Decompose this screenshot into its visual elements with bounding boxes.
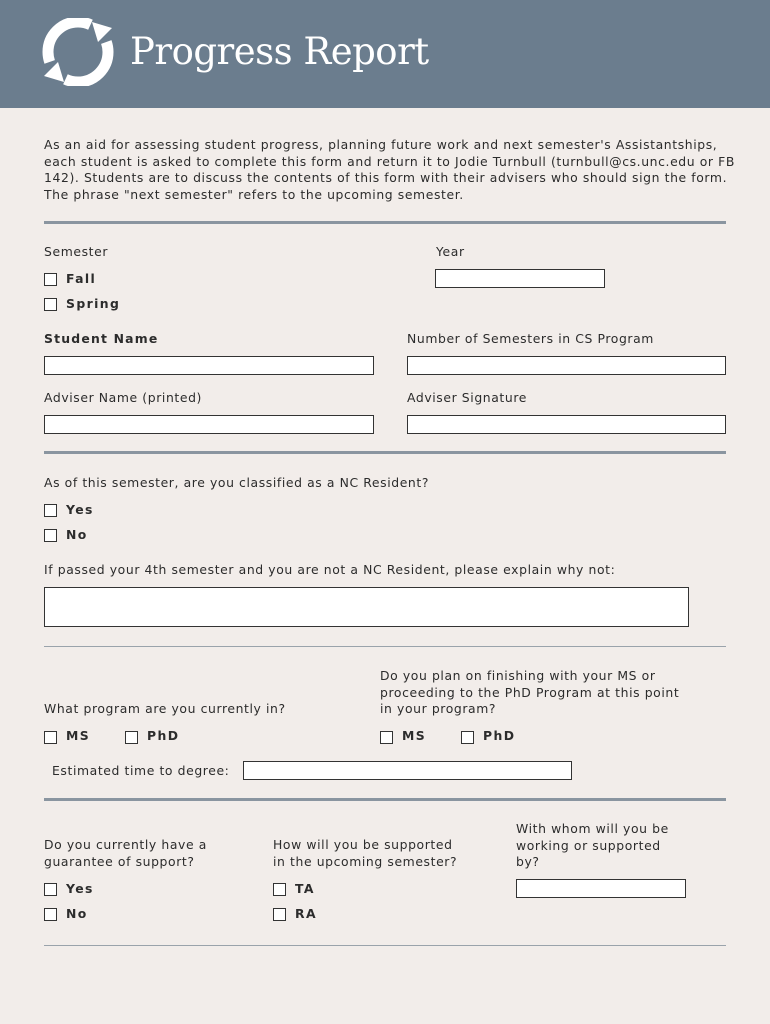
- ta-checkbox[interactable]: [273, 883, 286, 896]
- fall-checkbox[interactable]: [44, 273, 57, 286]
- semesters-in-program-field[interactable]: [407, 356, 726, 375]
- how-supported-question: [273, 837, 457, 870]
- whom-question-line: working or supported: [516, 837, 661, 853]
- section-divider: [44, 221, 726, 224]
- ta-label: TA: [295, 881, 315, 896]
- current-ms-label: MS: [66, 728, 91, 743]
- circular-arrows-icon: [40, 18, 116, 86]
- section-divider: [44, 798, 726, 801]
- guarantee-question-line: Do you currently have a: [44, 837, 207, 852]
- current-phd-label: PhD: [147, 728, 180, 743]
- plan-question-line: in your program?: [380, 701, 497, 716]
- adviser-name-label: Adviser Name (printed): [44, 390, 202, 405]
- spring-option-label: Spring: [66, 296, 121, 311]
- residency-question: As of this semester, are you classified as a NC Resident?: [44, 475, 430, 490]
- current-ms-checkbox[interactable]: [44, 731, 57, 744]
- year-label: Year: [436, 244, 465, 259]
- how-supported-question-line: How will you be supported: [273, 837, 453, 852]
- whom-field[interactable]: [516, 879, 686, 898]
- intro-line: As an aid for assessing student progress, planning future work and next semester's Assistantships,: [44, 137, 718, 152]
- plan-question: [380, 668, 679, 718]
- estimated-time-label: Estimated time to degree:: [52, 763, 230, 778]
- ra-label: RA: [295, 906, 317, 921]
- section-divider: [44, 945, 726, 946]
- current-program-question: What program are you currently in?: [44, 701, 286, 716]
- year-field[interactable]: [435, 269, 605, 288]
- whom-question-line: by?: [516, 854, 540, 869]
- guarantee-no-checkbox[interactable]: [44, 908, 57, 921]
- adviser-name-field[interactable]: [44, 415, 374, 434]
- resident-yes-checkbox[interactable]: [44, 504, 57, 517]
- semesters-in-program-label: Number of Semesters in CS Program: [407, 331, 654, 346]
- guarantee-no-label: No: [66, 906, 88, 921]
- student-name-label: Student Name: [44, 331, 159, 346]
- section-divider: [44, 451, 726, 454]
- resident-yes-label: Yes: [66, 502, 94, 517]
- current-phd-checkbox[interactable]: [125, 731, 138, 744]
- estimated-time-field[interactable]: [243, 761, 572, 780]
- whom-question: [516, 821, 669, 871]
- ra-checkbox[interactable]: [273, 908, 286, 921]
- semester-label: Semester: [44, 244, 109, 259]
- guarantee-question-line: guarantee of support?: [44, 853, 195, 869]
- resident-no-checkbox[interactable]: [44, 529, 57, 542]
- intro-line: each student is asked to complete this form and return it to Jodie Turnbull (turnbull@cs.unc.edu or FB: [44, 153, 735, 169]
- plan-question-line: proceeding to the PhD Program at this point: [380, 684, 680, 700]
- resident-no-label: No: [66, 527, 88, 542]
- plan-ms-label: MS: [402, 728, 427, 743]
- section-divider: [44, 646, 726, 647]
- header-banner: [0, 0, 770, 108]
- spring-checkbox[interactable]: [44, 298, 57, 311]
- adviser-signature-field[interactable]: [407, 415, 726, 434]
- adviser-signature-label: Adviser Signature: [407, 390, 527, 405]
- intro-paragraph: [44, 137, 744, 203]
- page-title: Progress Report: [130, 30, 429, 73]
- plan-phd-checkbox[interactable]: [461, 731, 474, 744]
- residency-explain-label: If passed your 4th semester and you are not a NC Resident, please explain why not:: [44, 562, 616, 577]
- intro-line: 142). Students are to discuss the contents of this form with their advisers who should sign the form.: [44, 170, 728, 185]
- fall-option-label: Fall: [66, 271, 97, 286]
- guarantee-yes-label: Yes: [66, 881, 94, 896]
- guarantee-question: [44, 837, 207, 870]
- plan-ms-checkbox[interactable]: [380, 731, 393, 744]
- student-name-field[interactable]: [44, 356, 374, 375]
- residency-explain-field[interactable]: [44, 587, 689, 627]
- plan-question-line: Do you plan on finishing with your MS or: [380, 668, 656, 683]
- plan-phd-label: PhD: [483, 728, 516, 743]
- intro-line: The phrase "next semester" refers to the upcoming semester.: [44, 186, 464, 202]
- whom-question-line: With whom will you be: [516, 821, 669, 836]
- how-supported-question-line: in the upcoming semester?: [273, 853, 458, 869]
- guarantee-yes-checkbox[interactable]: [44, 883, 57, 896]
